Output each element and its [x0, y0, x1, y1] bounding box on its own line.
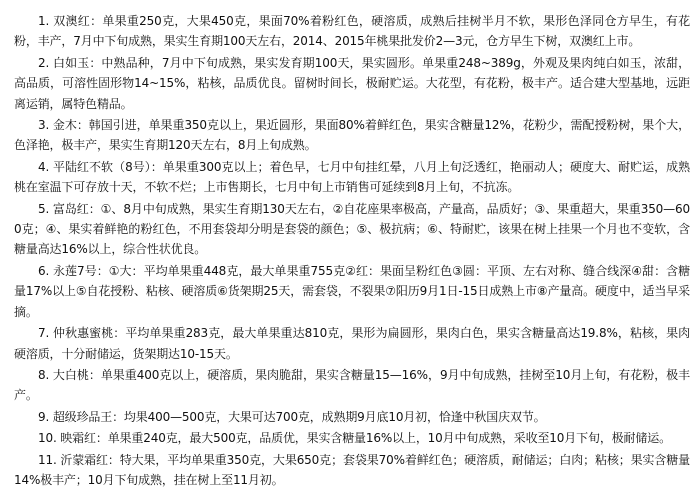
variety-list: [14, 11, 690, 491]
variety-entry-5: 5. 富岛红：①、8月中旬成熟，果实生育期130天左右，②自花座果率极高，产量高，品质好；③、果重超大，果重350—600克；④、果实着鲜艳的粉红色，不用套袋却分明是套袋的颜色；⑤、极抗病；⑥、特耐贮，该果在树上挂果一个月也不变软，含糖量高达16%以上，综合性状优良。: [14, 201, 690, 257]
variety-entry-1: 1. 双澳红：单果重250克，大果450克，果面70%着粉红色，硬溶质，成熟后挂树半月不软，果形色泽同仓方早生，有花粉，丰产，7月中下旬成熟，果实生育期100天左右，2014、2015年桃果批发价2—3元，仓方早生下树，双澳红上市。: [14, 14, 690, 49]
variety-entry-8: 8. 大白桃：单果重400克以上，硬溶质，果肉脆甜，果实含糖量15—16%，9月中旬成熟，挂树至10月上旬，有花粉，极丰产。: [14, 367, 690, 403]
variety-entry-11: 11. 沂蒙霜红：特大果，平均单果重350克，大果650克；套袋果70%着鲜红色；硬溶质，耐储运；白肉；粘核；果实含糖量14%极丰产；10月下旬成熟，挂在树上至11月初。: [14, 452, 690, 487]
variety-entry-2: 2. 白如玉：中熟品种，7月中下旬成熟，果实发育期100天，果实圆形。单果重248~389g，外观及果肉纯白如玉，浓甜，高品质，可溶性固形物14~15%，粘核，品质优良。留树时间长，极耐贮运。大花型，有花粉，极丰产。适合建大型基地，远距离运销，属特色精品。: [14, 55, 690, 111]
variety-entry-10: 10. 映霜红：单果重240克，最大500克，品质优，果实含糖量16%以上，10月中旬成熟，采收至10月下旬，极耐储运。: [38, 431, 671, 446]
variety-entry-9: 9. 超级珍品王：均果400—500克，大果可达700克，成熟期9月底10月初，恰逢中秋国庆双节。: [38, 409, 546, 424]
variety-entry-6: 6. 永莲7号：①大：平均单果重448克，最大单果重755克②红：果面呈粉红色③圆：平顶、左右对称、缝合线深④甜：含糖量17%以上⑤自花授粉、粘核、硬溶质⑥货架期25天，需套袋，不裂果⑦阳历9月1日-15日成熟上市⑧产量高。硬度中，适当早采摘。: [14, 263, 690, 319]
variety-entry-7: 7. 仲秋惠蜜桃：平均单果重283克，最大单果重达810克，果形为扁圆形，果肉白色，果实含糖量高达19.8%，粘核，果肉硬溶质，十分耐储运，货架期达10-15天。: [14, 326, 690, 361]
variety-entry-4: 4. 平陆红不软（8号）：单果重300克以上；着色早，七月中旬挂红晕，八月上旬泛透红，艳丽动人；硬度大、耐贮运，成熟桃在室温下可存放十天，不软不烂；上市售期长，七月中旬上市销售可延续到8月上旬，不抗冻。: [14, 159, 690, 195]
variety-entry-3: 3. 金木：韩国引进，单果重350克以上，果近圆形，果面80%着鲜红色，果实含糖量12%，花粉少，需配授粉树，果个大，色泽艳，极丰产，果实生育期120天左右，8月上旬成熟。: [14, 118, 690, 153]
